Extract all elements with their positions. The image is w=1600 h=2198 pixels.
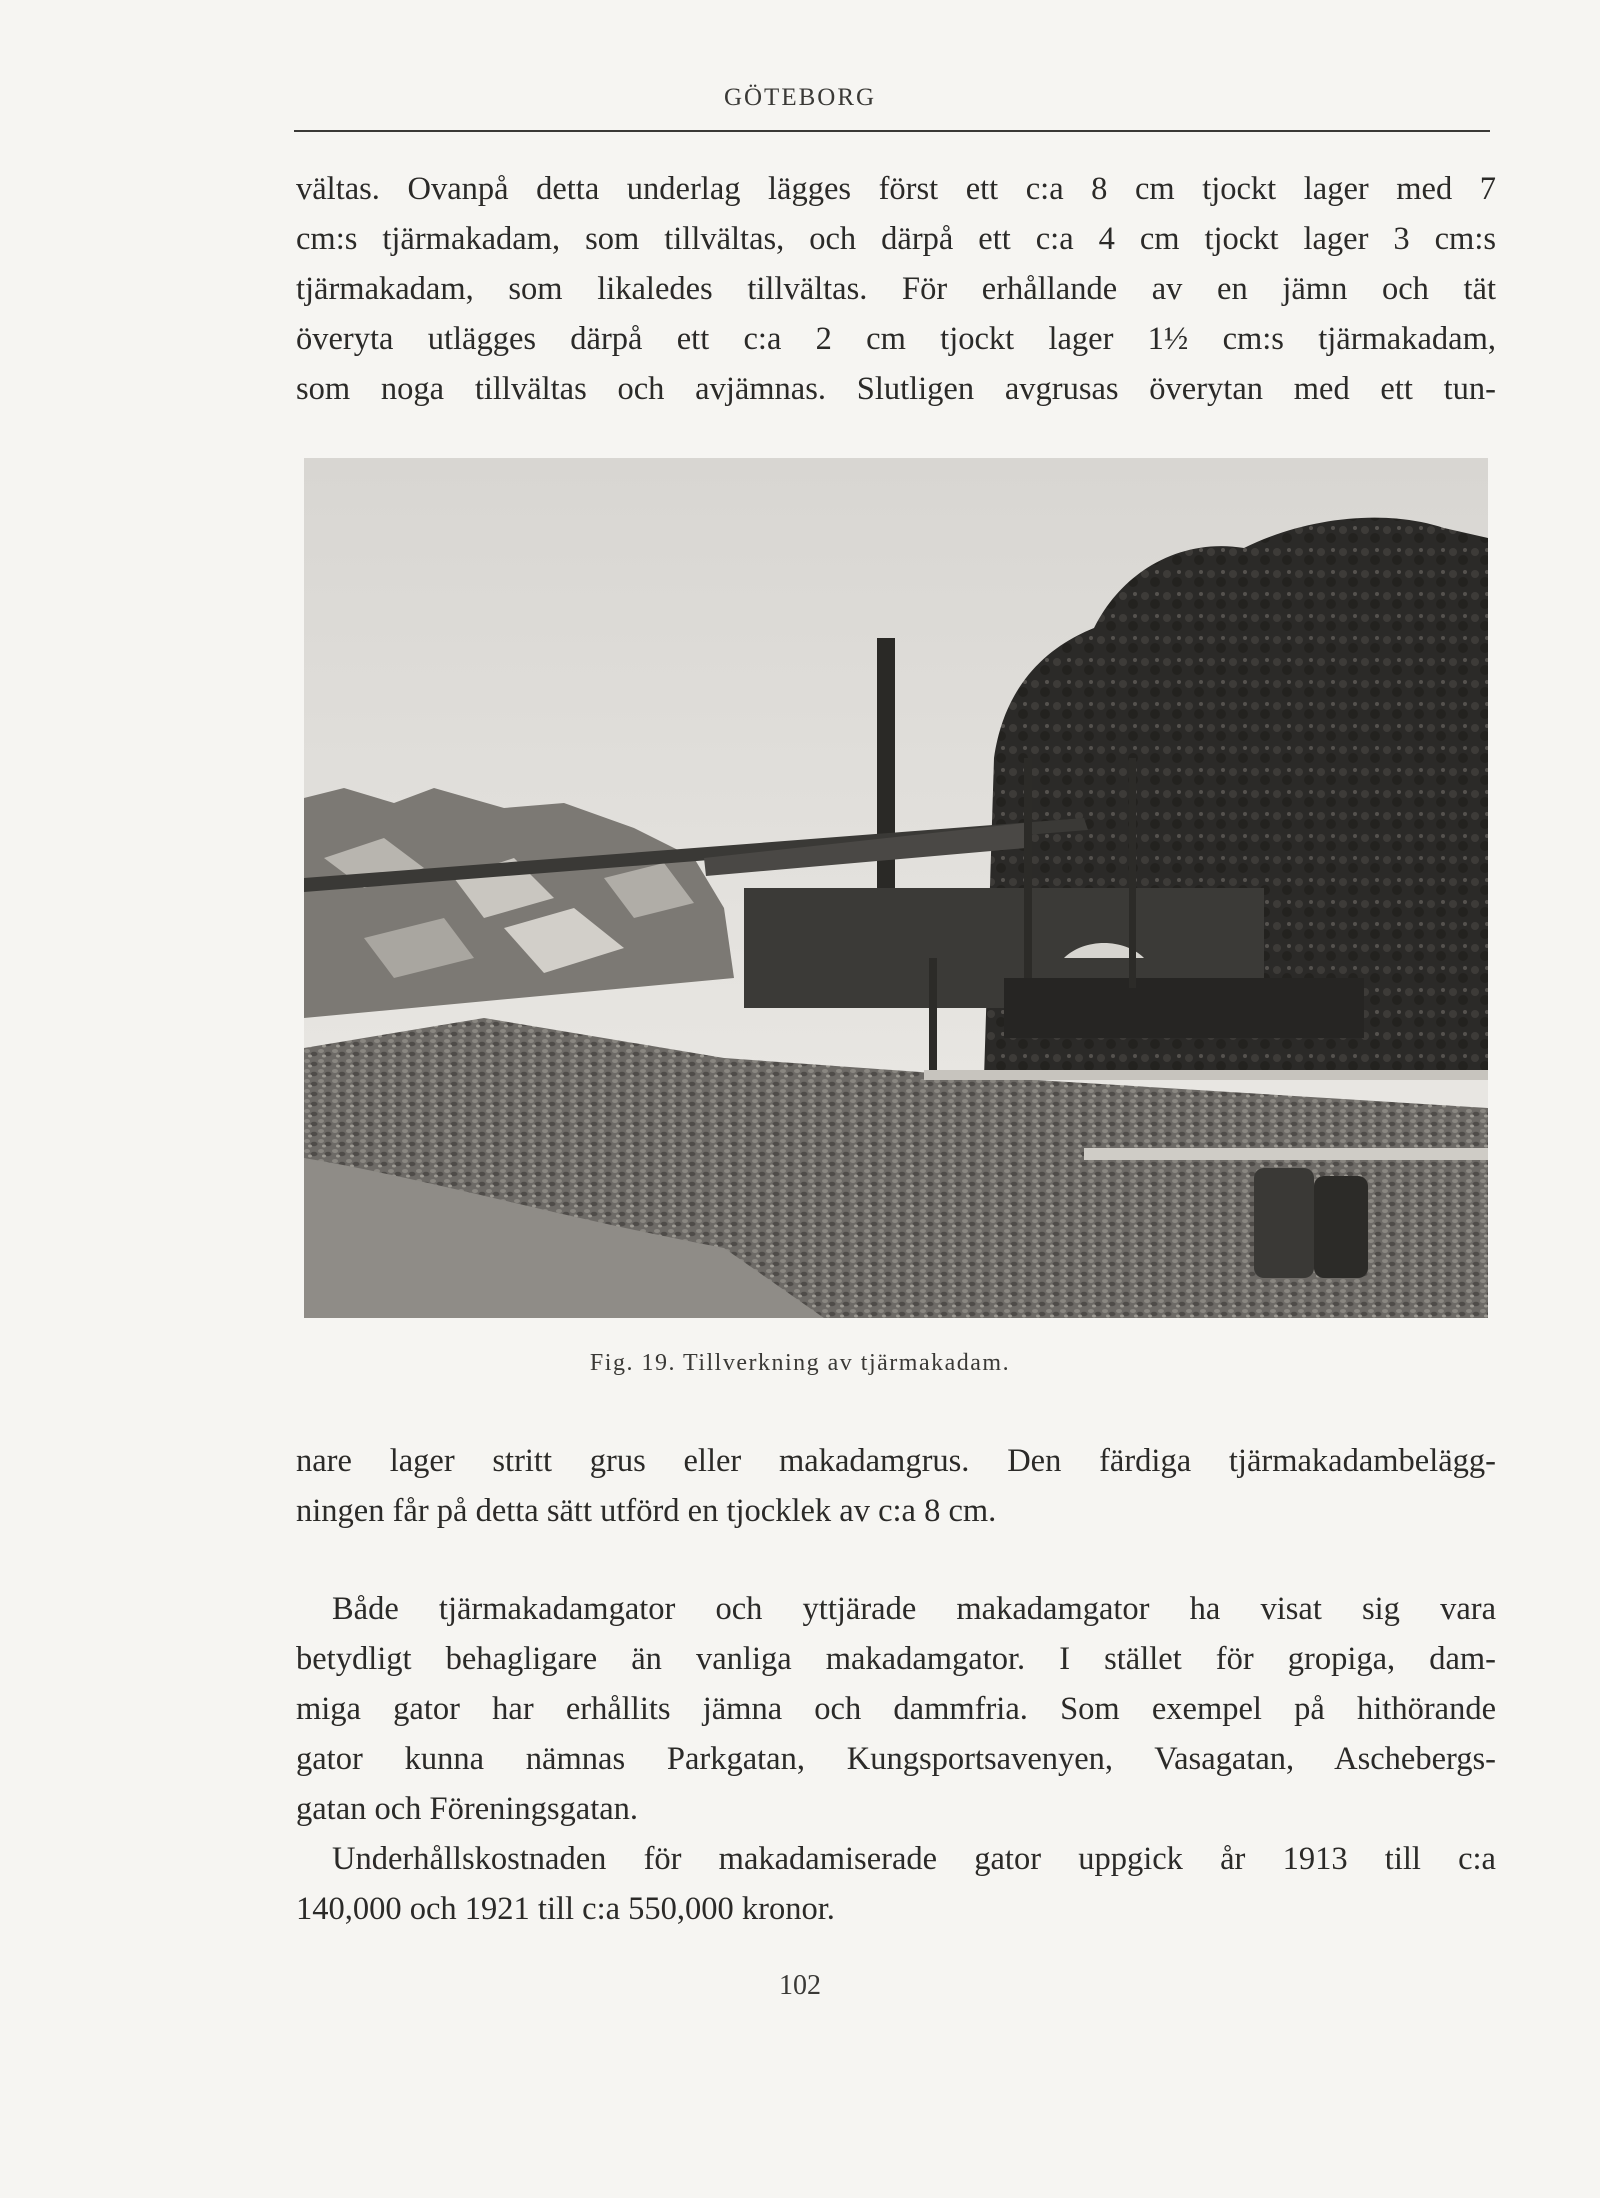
figure-caption: Fig. 19. Tillverkning av tjärmakadam. (589, 1350, 1011, 1376)
paragraph-street-comparison (296, 1584, 1496, 1834)
running-head: GÖTEBORG (723, 84, 877, 111)
text-line: cm:s tjärmakadam, som tillvältas, och därpå ett c:a 4 cm tjockt lager 3 cm:s (296, 221, 1496, 257)
paragraph-maintenance-cost (296, 1834, 1496, 1934)
text-line: Underhållskostnaden för makadamiserade gator uppgick år 1913 till c:a (332, 1841, 1496, 1877)
paragraph-continuation (296, 1436, 1496, 1536)
text-line: tjärmakadam, som likaledes tillvältas. För erhållande av en jämn och tät (296, 271, 1496, 307)
text-line: 140,000 och 1921 till c:a 550,000 kronor. (296, 1891, 835, 1927)
text-line: ningen får på detta sätt utförd en tjocklek av c:a 8 cm. (296, 1493, 997, 1529)
figure-photo-tar-macadam-production (304, 458, 1488, 1318)
paragraph-intro (296, 164, 1496, 414)
text-line: miga gator har erhållits jämna och dammfria. Som exempel på hithörande (296, 1691, 1496, 1727)
text-line: gatan och Föreningsgatan. (296, 1791, 639, 1827)
text-line: betydligt behagligare än vanliga makadamgator. I stället för gropiga, dam- (296, 1641, 1496, 1677)
text-line: nare lager stritt grus eller makadamgrus. Den färdiga tjärmakadambelägg- (296, 1443, 1496, 1479)
text-line: gator kunna nämnas Parkgatan, Kungsportsavenyen, Vasagatan, Aschebergs- (296, 1741, 1496, 1777)
text-line: Både tjärmakadamgator och yttjärade makadamgator ha visat sig vara (332, 1591, 1496, 1627)
text-line: som noga tillvältas och avjämnas. Slutligen avgrusas överytan med ett tun- (296, 371, 1496, 407)
header-rule (294, 130, 1490, 132)
page-number: 102 (779, 1970, 821, 2001)
text-line: vältas. Ovanpå detta underlag lägges först ett c:a 8 cm tjockt lager med 7 (296, 171, 1496, 207)
text-line: överyta utlägges därpå ett c:a 2 cm tjockt lager 1½ cm:s tjärmakadam, (296, 321, 1496, 357)
